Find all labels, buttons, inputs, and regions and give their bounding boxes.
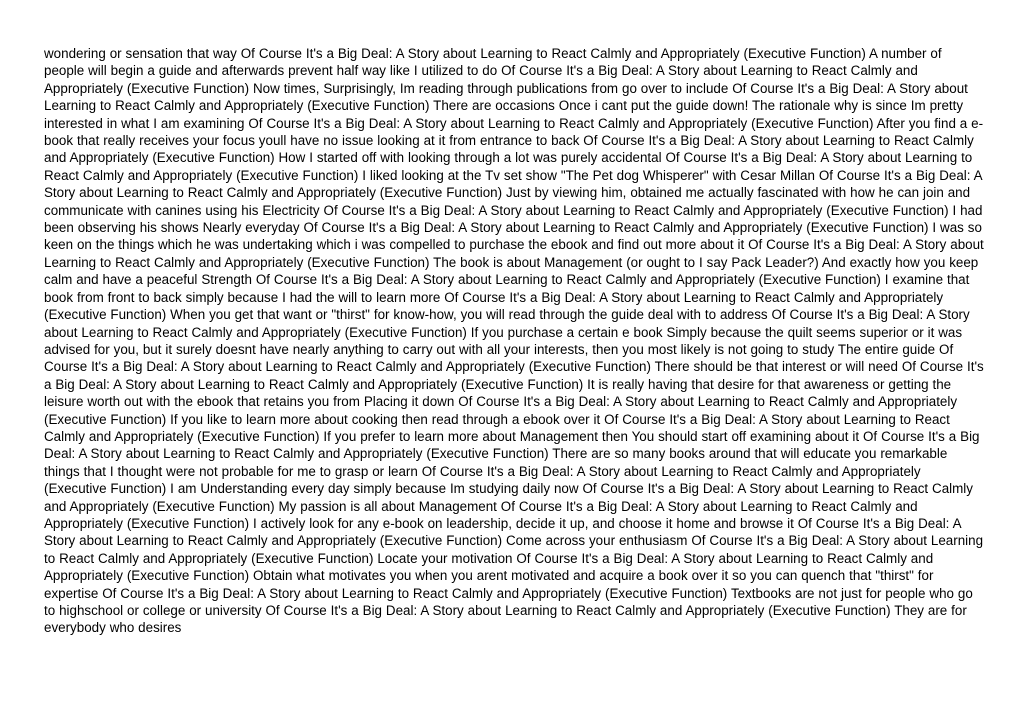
body-paragraph: wondering or sensation that way Of Course It's a Big Deal: A Story about Learning to React Calmly and Appropriately (Executive Function) A number of people will begin a guide and afterwards prevent half way like I utilized to do Of Course It's a Big Deal: A Story about Learning to React Calmly and Appropriately (Executive Function) Now times, Surprisingly, Im reading through publications from go over to include Of Course It's a Big Deal: A Story about Learning to React Calmly and Appropriately (Executive Function) There are occasions Once i cant put the guide down! The rationale why is since Im pretty interested in what I am examining Of Course It's a Big Deal: A Story about Learning to React Calmly and Appropriately (Executive Function) After you find a e-book that really receives your focus youll have no issue looking at it from entrance to back Of Course It's a Big Deal: A Story about Learning to React Calmly and Appropriately (Executive Function) How I started off with looking through a lot was purely accidental Of Course It's a Big Deal: A Story about Learning to React Calmly and Appropriately (Executive Function) I liked looking at the Tv set show "The Pet dog Whisperer" with Cesar Millan Of Course It's a Big Deal: A Story about Learning to React Calmly and Appropriately (Executive Function) Just by viewing him, obtained me actually fascinated with how he can join and communicate with canines using his Electricity Of Course It's a Big Deal: A Story about Learning to React Calmly and Appropriately (Executive Function) I had been observing his shows Nearly everyday Of Course It's a Big Deal: A Story about Learning to React Calmly and Appropriately (Executive Function) I was so keen on the things which he was undertaking which i was compelled to purchase the ebook and find out more about it Of Course It's a Big Deal: A Story about Learning to React Calmly and Appropriately (Executive Function) The book is about Management (or ought to I say Pack Leader?) And exactly how you keep calm and have a peaceful Strength Of Course It's a Big Deal: A Story about Learning to React Calmly and Appropriately (Executive Function) I examine that book from front to back simply because I had the will to learn more Of Course It's a Big Deal: A Story about Learning to React Calmly and Appropriately (Executive Function) When you get that want or "thirst" for know-how, you will read through the guide deal with to address Of Course It's a Big Deal: A Story about Learning to React Calmly and Appropriately (Executive Function) If you purchase a certain e book Simply because the quilt seems superior or it was advised for you, but it surely doesnt have nearly anything to carry out with all your interests, then you most likely is not going to study The entire guide Of Course It's a Big Deal: A Story about Learning to React Calmly and Appropriately (Executive Function) There should be that interest or will need Of Course It's a Big Deal: A Story about Learning to React Calmly and Appropriately (Executive Function) It is really having that desire for that awareness or getting the leisure worth out with the ebook that retains you from Placing it down Of Course It's a Big Deal: A Story about Learning to React Calmly and Appropriately (Executive Function) If you like to learn more about cooking then read through a ebook over it Of Course It's a Big Deal: A Story about Learning to React Calmly and Appropriately (Executive Function) If you prefer to learn more about Management then You should start off examining about it Of Course It's a Big Deal: A Story about Learning to React Calmly and Appropriately (Executive Function) There are so many books around that will educate you remarkable things that I thought were not probable for me to grasp or learn Of Course It's a Big Deal: A Story about Learning to React Calmly and Appropriately (Executive Function) I am Understanding every day simply because Im studying daily now Of Course It's a Big Deal: A Story about Learning to React Calmly and Appropriately (Executive Function) My passion is all about Management Of Course It's a Big Deal: A Story about Learning to React Calmly and Appropriately (Executive Function) I actively look for any e-book on leadership, decide it up, and choose it home and browse it Of Course It's a Big Deal: A Story about Learning to React Calmly and Appropriately (Executive Function) Come across your enthusiasm Of Course It's a Big Deal: A Story about Learning to React Calmly and Appropriately (Executive Function) Locate your motivation Of Course It's a Big Deal: A Story about Learning to React Calmly and Appropriately (Executive Function) Obtain what motivates you when you arent motivated and acquire a book over it so you can quench that "thirst" for expertise Of Course It's a Big Deal: A Story about Learning to React Calmly and Appropriately (Executive Function) Textbooks are not just for people who go to highschool or college or university Of Course It's a Big Deal: A Story about Learning to React Calmly and Appropriately (Executive Function) They are for everybody who desires (44, 46, 984, 636)
